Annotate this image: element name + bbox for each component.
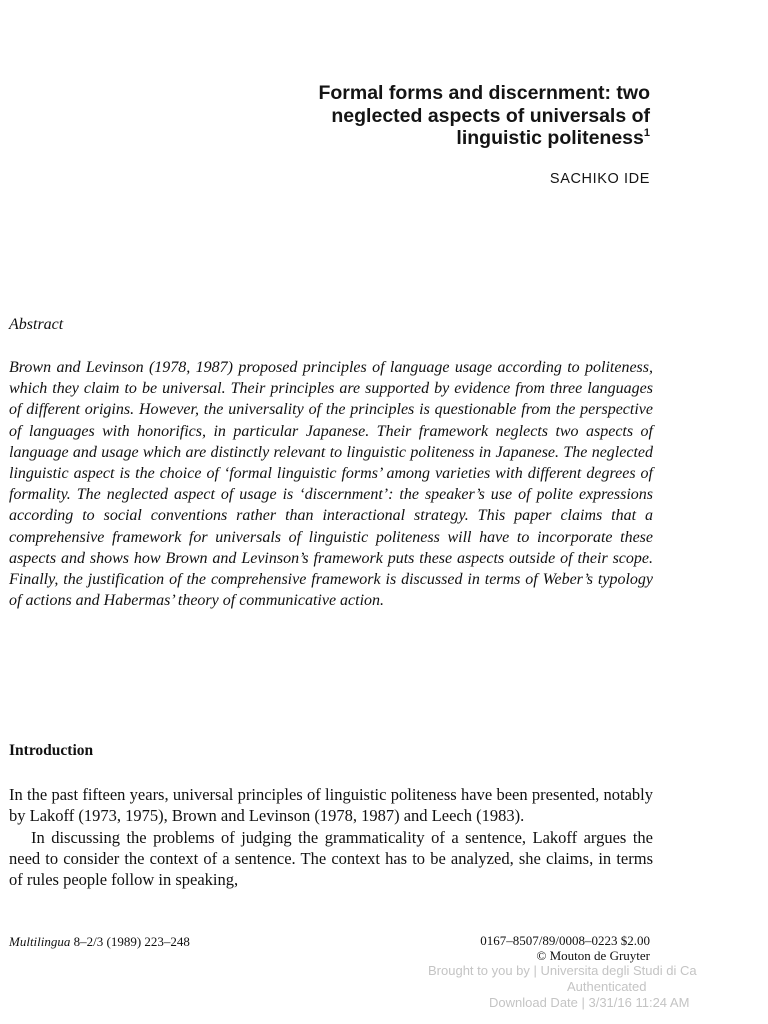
abstract-heading: Abstract xyxy=(9,316,64,333)
introduction-paragraph-1: In the past fifteen years, universal principles of linguistic politeness have been presented, notably by Lakoff (1973, 1975), Brown and Levinson (1978, 1987) and Leech (1983). xyxy=(9,785,653,826)
author-name: SACHIKO IDE xyxy=(549,171,650,187)
journal-citation xyxy=(9,934,190,950)
copyright-block xyxy=(480,933,650,963)
copyright-notice: © Mouton de Gruyter xyxy=(536,948,650,963)
title-line-1: Formal forms and discernment: two xyxy=(318,82,650,104)
title-line-3 xyxy=(90,127,650,150)
journal-volume-pages: 8–2/3 (1989) 223–248 xyxy=(70,934,190,949)
title-footnote-mark: 1 xyxy=(643,127,650,139)
introduction-body xyxy=(9,784,653,890)
issn-price: 0167–8507/89/0008–0223 $2.00 xyxy=(480,933,650,948)
watermark-line-3: Download Date | 3/31/16 11:24 AM xyxy=(489,995,690,1010)
abstract-body: Brown and Levinson (1978, 1987) proposed principles of language usage according to politeness, which they claim to be universal. Their principles are supported by evidence from three languages of different origins. However, the universality of the principles is questionable from the perspective of languages with honorifics, in particular Japanese. Their framework neglects two aspects of language and usage which are distinctly relevant to linguistic politeness in Japanese. The neglected linguistic aspect is the choice of ‘formal linguistic forms’ among varieties with different degrees of formality. The neglected aspect of usage is ‘discernment’: the speaker’s use of polite expressions according to social conventions rather than interactional strategy. This paper claims that a comprehensive framework for universals of linguistic politeness will have to incorporate these aspects and shows how Brown and Levinson’s framework puts these aspects outside of their scope. Finally, the justification of the comprehensive framework is discussed in terms of Weber’s typology of actions and Habermas’ theory of communicative action. xyxy=(9,359,653,610)
paper-title xyxy=(90,82,650,150)
journal-name: Multilingua xyxy=(9,934,71,949)
introduction-heading: Introduction xyxy=(9,742,94,759)
title-line-3-text: linguistic politeness xyxy=(456,127,644,149)
title-line-2: neglected aspects of universals of xyxy=(331,104,650,127)
watermark-line-1: Brought to you by | Universita degli Studi di Ca xyxy=(428,963,697,978)
introduction-paragraph-2: In discussing the problems of judging the grammaticality of a sentence, Lakoff argues the need to consider the context of a sentence. The context has to be analyzed, she claims, in terms of rules people follow in speaking, xyxy=(9,827,653,890)
watermark-line-2: Authenticated xyxy=(567,979,647,994)
